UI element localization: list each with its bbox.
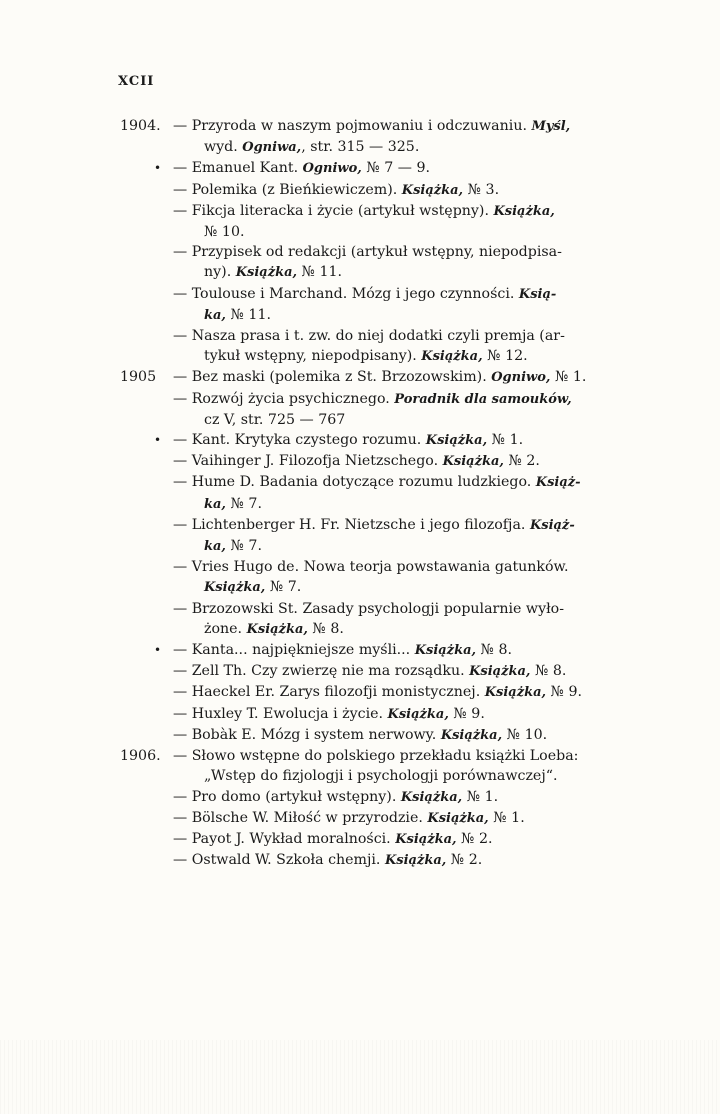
entry-source: Książka,	[440, 727, 503, 743]
entry-source: Książka,	[484, 685, 547, 701]
bibliography-entry	[0, 850, 720, 871]
entry-source: Książka,	[384, 853, 447, 869]
entry-text: ny).	[204, 264, 236, 281]
entry-text: — Huxley T. Ewolucja i życie.	[173, 705, 388, 722]
bibliography-entry	[0, 367, 720, 388]
entry-text: — Przypisek od redakcji (artykuł wstępny, niepodpisa-	[173, 244, 562, 261]
entry-tail: № 9.	[448, 705, 485, 722]
bibliography-entry	[0, 451, 720, 472]
bibliography-entry	[0, 284, 720, 326]
entry-source: Poradnik dla samouków,	[394, 391, 572, 407]
entry-source: Myśl,	[531, 119, 571, 134]
entry-text: — Emanuel Kant.	[173, 160, 303, 177]
entry-text: żone.	[204, 620, 247, 637]
entry-tail: № 12.	[482, 348, 528, 365]
entry-text: — Bobàk E. Mózg i system nerwowy.	[173, 726, 441, 743]
bibliography-entry	[0, 682, 720, 703]
entry-source: Książka,	[414, 643, 477, 659]
entry-tail: № 8.	[307, 620, 344, 637]
entry-source: Książka,	[469, 664, 531, 680]
entry-source: ka,	[204, 496, 226, 512]
entry-source: Książka,	[442, 454, 504, 470]
entry-text: — Vries Hugo de. Nowa teorja powstawania gatunków.	[173, 559, 569, 576]
entry-tail: № 7.	[225, 495, 262, 512]
entry-text: — Rozwój życia psychicznego.	[173, 390, 395, 407]
entry-tail: № 10.	[204, 224, 245, 241]
entry-text: — Kanta... najpiękniejsze myśli...	[173, 642, 415, 659]
entry-source: Ogniwo,	[491, 370, 551, 386]
entry-text: — Toulouse i Marchand. Mózg i jego czynności.	[173, 285, 519, 302]
bibliography-entry	[0, 472, 720, 514]
entry-tail: № 2.	[503, 453, 540, 470]
entry-tail: № 1.	[462, 788, 499, 805]
bibliography-entry	[0, 430, 720, 451]
bibliography-entry	[0, 158, 720, 179]
entry-source: Książka,	[204, 580, 266, 596]
entry-year: 1905	[120, 369, 157, 386]
entry-text: — Przyroda w naszym pojmowaniu i odczuwaniu.	[173, 118, 532, 134]
bibliography-entry	[0, 180, 720, 201]
entry-text: — Vaihinger J. Filozofja Nietzschego.	[173, 453, 443, 470]
entry-tail: № 1.	[550, 369, 587, 386]
entry-text: wyd.	[204, 139, 243, 156]
entry-text: — Brzozowski St. Zasady psychologji popularnie wyło-	[173, 600, 565, 617]
entry-source: Książka,	[235, 265, 298, 281]
entry-source: Książka,	[493, 203, 555, 219]
entry-source: Ksią-	[518, 286, 557, 302]
entry-text: — Nasza prasa i t. zw. do niej dodatki czyli premja (ar-	[173, 328, 565, 345]
entry-source: Książka,	[421, 349, 483, 365]
entry-source: Książ-	[535, 475, 581, 491]
scan-texture	[0, 1040, 720, 1114]
margin-mark: •	[154, 643, 162, 658]
entry-tail: cz V, str. 725 — 767	[204, 411, 346, 428]
entry-tail: № 1.	[488, 809, 525, 826]
entry-text: — Bez maski (polemika z St. Brzozowskim).	[173, 369, 492, 386]
entry-tail: , str. 315 — 325.	[301, 139, 420, 156]
entry-tail: № 2.	[456, 830, 493, 847]
entry-year: 1904.	[120, 118, 161, 134]
entry-source: Książ-	[529, 517, 575, 533]
entry-tail: № 7.	[265, 579, 302, 596]
entry-tail: № 1.	[487, 432, 524, 449]
entry-tail: № 8.	[476, 642, 513, 659]
bibliography-entry	[0, 661, 720, 682]
page-number: XCII	[118, 74, 155, 89]
entry-source: ka,	[204, 307, 226, 323]
entry-source: Ogniwa,	[242, 140, 302, 156]
margin-mark: •	[154, 433, 162, 448]
bibliography-entry	[0, 116, 720, 158]
entry-source: Książka,	[387, 706, 449, 722]
entry-source: Ogniwo,	[302, 161, 362, 177]
entry-text: — Zell Th. Czy zwierzę nie ma rozsądku.	[173, 663, 470, 680]
entry-tail: № 11.	[297, 264, 343, 281]
entry-text: — Słowo wstępne do polskiego przekładu książki Loeba:	[173, 748, 579, 765]
entry-text: — Pro domo (artykuł wstępny).	[173, 788, 401, 805]
bibliography-entry	[0, 640, 720, 661]
entry-tail: № 10.	[502, 726, 548, 743]
bibliography-entry	[0, 829, 720, 850]
entry-source: Książka,	[395, 831, 457, 847]
bibliography-entry	[0, 704, 720, 725]
entry-source: Książka,	[427, 810, 489, 826]
entry-text: tykuł wstępny, niepodpisany).	[204, 348, 422, 365]
entry-source: Książka,	[425, 433, 488, 449]
entry-tail: № 8.	[530, 663, 567, 680]
entry-text: — Polemika (z Bieńkiewiczem).	[173, 181, 402, 198]
bibliography-entry	[0, 557, 720, 598]
entry-source: Książka,	[400, 789, 463, 805]
entry-text: — Haeckel Er. Zarys filozofji monistycznej.	[173, 684, 485, 701]
bibliography-entry	[0, 787, 720, 808]
bibliography-list	[0, 116, 720, 871]
bibliography-entry	[0, 326, 720, 367]
entry-source: ka,	[204, 539, 226, 555]
entry-text: — Bölsche W. Miłość w przyrodzie.	[173, 809, 428, 826]
entry-tail: № 9.	[546, 684, 583, 701]
entry-text: — Kant. Krytyka czystego rozumu.	[173, 432, 426, 449]
bibliography-entry	[0, 242, 720, 283]
entry-text: — Fikcja literacka i życie (artykuł wstępny).	[173, 202, 494, 219]
entry-text: — Payot J. Wykład moralności.	[173, 830, 396, 847]
entry-text: — Hume D. Badania dotyczące rozumu ludzkiego.	[173, 474, 536, 491]
bibliography-entry	[0, 725, 720, 746]
entry-tail: № 11.	[225, 306, 271, 323]
bibliography-entry	[0, 515, 720, 557]
bibliography-entry	[0, 746, 720, 786]
entry-text: — Lichtenberger H. Fr. Nietzsche i jego filozofja.	[173, 516, 530, 533]
entry-year: 1906.	[120, 748, 161, 765]
entry-tail: № 7.	[225, 538, 262, 555]
entry-tail: „Wstęp do fizjologji i psychologji porównawczej“.	[204, 768, 558, 785]
entry-tail: № 3.	[463, 181, 500, 198]
entry-text: — Ostwald W. Szkoła chemji.	[173, 852, 385, 869]
entry-source: Książka,	[401, 182, 464, 198]
bibliography-entry	[0, 201, 720, 242]
entry-source: Książka,	[246, 621, 308, 637]
bibliography-entry	[0, 808, 720, 829]
bibliography-entry	[0, 389, 720, 430]
bibliography-entry	[0, 599, 720, 640]
entry-tail: № 7 — 9.	[361, 160, 431, 177]
entry-tail: № 2.	[446, 852, 483, 869]
margin-mark: •	[154, 161, 162, 176]
